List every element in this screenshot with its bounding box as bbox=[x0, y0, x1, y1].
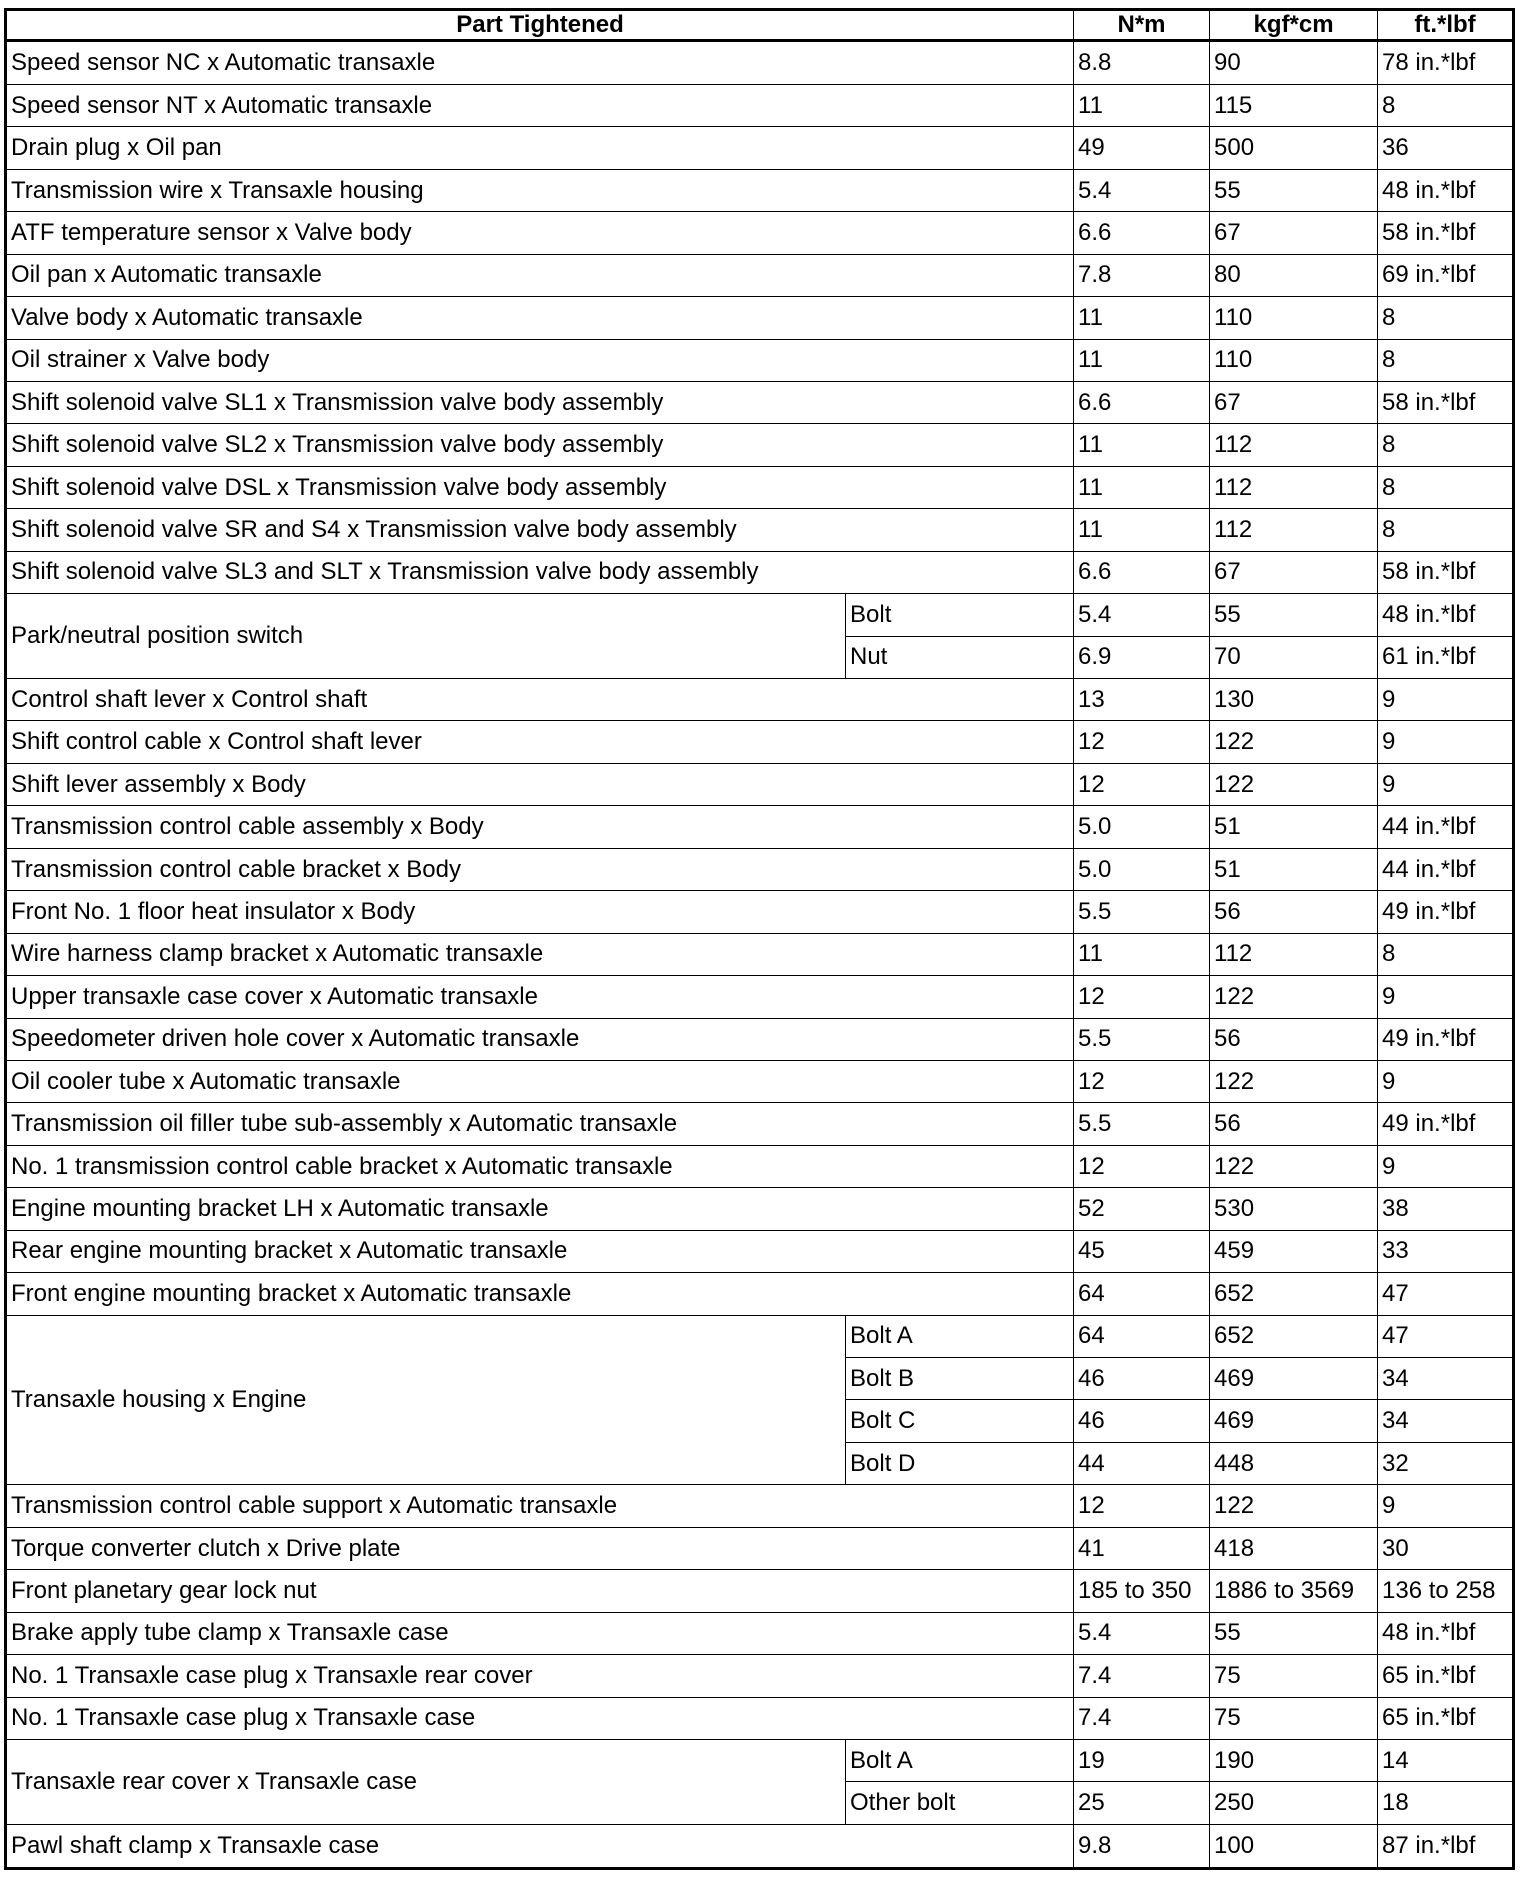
table-row bbox=[6, 466, 1514, 508]
kgf-cm-cell: 122 bbox=[1210, 1145, 1378, 1187]
part-cell: Torque converter clutch x Drive plate bbox=[6, 1527, 1074, 1569]
table-row bbox=[6, 976, 1514, 1018]
nm-cell: 19 bbox=[1074, 1739, 1210, 1781]
ft-lbf-cell: 33 bbox=[1378, 1230, 1514, 1272]
ft-lbf-cell: 48 in.*lbf bbox=[1378, 1612, 1514, 1654]
nm-cell: 6.9 bbox=[1074, 636, 1210, 678]
part-cell: Transmission control cable bracket x Body bbox=[6, 848, 1074, 890]
header-ft-lbf: ft.*lbf bbox=[1378, 10, 1514, 41]
part-cell: ATF temperature sensor x Valve body bbox=[6, 212, 1074, 254]
nm-cell: 12 bbox=[1074, 721, 1210, 763]
table-row bbox=[6, 1824, 1514, 1868]
ft-lbf-cell: 44 in.*lbf bbox=[1378, 848, 1514, 890]
part-cell: Shift solenoid valve DSL x Transmission valve body assembly bbox=[6, 466, 1074, 508]
table-row bbox=[6, 1188, 1514, 1230]
nm-cell: 49 bbox=[1074, 127, 1210, 169]
kgf-cm-cell: 70 bbox=[1210, 636, 1378, 678]
fastener-cell: Bolt B bbox=[846, 1358, 1074, 1400]
ft-lbf-cell: 9 bbox=[1378, 1145, 1514, 1187]
ft-lbf-cell: 8 bbox=[1378, 509, 1514, 551]
ft-lbf-cell: 30 bbox=[1378, 1527, 1514, 1569]
fastener-cell: Bolt bbox=[846, 594, 1074, 636]
kgf-cm-cell: 100 bbox=[1210, 1824, 1378, 1868]
fastener-cell: Bolt D bbox=[846, 1442, 1074, 1484]
ft-lbf-cell: 8 bbox=[1378, 933, 1514, 975]
ft-lbf-cell: 18 bbox=[1378, 1782, 1514, 1824]
ft-lbf-cell: 58 in.*lbf bbox=[1378, 212, 1514, 254]
part-cell: Control shaft lever x Control shaft bbox=[6, 679, 1074, 721]
nm-cell: 185 to 350 bbox=[1074, 1570, 1210, 1612]
nm-cell: 12 bbox=[1074, 1145, 1210, 1187]
part-cell: Oil strainer x Valve body bbox=[6, 339, 1074, 381]
kgf-cm-cell: 652 bbox=[1210, 1315, 1378, 1357]
ft-lbf-cell: 34 bbox=[1378, 1358, 1514, 1400]
nm-cell: 8.8 bbox=[1074, 41, 1210, 85]
ft-lbf-cell: 78 in.*lbf bbox=[1378, 41, 1514, 85]
ft-lbf-cell: 58 in.*lbf bbox=[1378, 551, 1514, 593]
nm-cell: 7.8 bbox=[1074, 254, 1210, 296]
part-cell: Front planetary gear lock nut bbox=[6, 1570, 1074, 1612]
table-row bbox=[6, 339, 1514, 381]
nm-cell: 46 bbox=[1074, 1358, 1210, 1400]
nm-cell: 5.5 bbox=[1074, 1103, 1210, 1145]
nm-cell: 25 bbox=[1074, 1782, 1210, 1824]
kgf-cm-cell: 190 bbox=[1210, 1739, 1378, 1781]
kgf-cm-cell: 67 bbox=[1210, 212, 1378, 254]
table-row bbox=[6, 1273, 1514, 1315]
nm-cell: 12 bbox=[1074, 976, 1210, 1018]
table-row bbox=[6, 1527, 1514, 1569]
ft-lbf-cell: 9 bbox=[1378, 763, 1514, 805]
kgf-cm-cell: 110 bbox=[1210, 339, 1378, 381]
nm-cell: 5.4 bbox=[1074, 594, 1210, 636]
table-row bbox=[6, 679, 1514, 721]
part-cell: Park/neutral position switch bbox=[6, 594, 846, 679]
ft-lbf-cell: 69 in.*lbf bbox=[1378, 254, 1514, 296]
table-row bbox=[6, 1315, 1514, 1357]
ft-lbf-cell: 61 in.*lbf bbox=[1378, 636, 1514, 678]
part-cell: Wire harness clamp bracket x Automatic transaxle bbox=[6, 933, 1074, 975]
ft-lbf-cell: 8 bbox=[1378, 424, 1514, 466]
kgf-cm-cell: 1886 to 3569 bbox=[1210, 1570, 1378, 1612]
nm-cell: 44 bbox=[1074, 1442, 1210, 1484]
table-row bbox=[6, 84, 1514, 126]
part-cell: Oil pan x Automatic transaxle bbox=[6, 254, 1074, 296]
kgf-cm-cell: 112 bbox=[1210, 466, 1378, 508]
table-row bbox=[6, 1060, 1514, 1102]
table-row bbox=[6, 848, 1514, 890]
header-kgf-cm: kgf*cm bbox=[1210, 10, 1378, 41]
ft-lbf-cell: 58 in.*lbf bbox=[1378, 381, 1514, 423]
table-row bbox=[6, 381, 1514, 423]
table-row bbox=[6, 424, 1514, 466]
table-row bbox=[6, 1018, 1514, 1060]
ft-lbf-cell: 32 bbox=[1378, 1442, 1514, 1484]
part-cell: Transaxle rear cover x Transaxle case bbox=[6, 1739, 846, 1824]
part-cell: Brake apply tube clamp x Transaxle case bbox=[6, 1612, 1074, 1654]
part-cell: Engine mounting bracket LH x Automatic transaxle bbox=[6, 1188, 1074, 1230]
part-cell: Transaxle housing x Engine bbox=[6, 1315, 846, 1485]
nm-cell: 7.4 bbox=[1074, 1655, 1210, 1697]
table-row bbox=[6, 1570, 1514, 1612]
part-cell: Shift lever assembly x Body bbox=[6, 763, 1074, 805]
nm-cell: 12 bbox=[1074, 1060, 1210, 1102]
nm-cell: 52 bbox=[1074, 1188, 1210, 1230]
nm-cell: 7.4 bbox=[1074, 1697, 1210, 1739]
ft-lbf-cell: 9 bbox=[1378, 976, 1514, 1018]
table-row bbox=[6, 1103, 1514, 1145]
table-row bbox=[6, 806, 1514, 848]
ft-lbf-cell: 65 in.*lbf bbox=[1378, 1655, 1514, 1697]
part-cell: Speedometer driven hole cover x Automatic transaxle bbox=[6, 1018, 1074, 1060]
kgf-cm-cell: 469 bbox=[1210, 1358, 1378, 1400]
kgf-cm-cell: 418 bbox=[1210, 1527, 1378, 1569]
kgf-cm-cell: 80 bbox=[1210, 254, 1378, 296]
ft-lbf-cell: 49 in.*lbf bbox=[1378, 891, 1514, 933]
ft-lbf-cell: 9 bbox=[1378, 1060, 1514, 1102]
kgf-cm-cell: 448 bbox=[1210, 1442, 1378, 1484]
part-cell: No. 1 Transaxle case plug x Transaxle case bbox=[6, 1697, 1074, 1739]
nm-cell: 5.4 bbox=[1074, 1612, 1210, 1654]
table-row bbox=[6, 127, 1514, 169]
fastener-cell: Nut bbox=[846, 636, 1074, 678]
header-nm: N*m bbox=[1074, 10, 1210, 41]
nm-cell: 11 bbox=[1074, 84, 1210, 126]
kgf-cm-cell: 56 bbox=[1210, 1018, 1378, 1060]
part-cell: Shift control cable x Control shaft lever bbox=[6, 721, 1074, 763]
part-cell: Drain plug x Oil pan bbox=[6, 127, 1074, 169]
table-row bbox=[6, 721, 1514, 763]
fastener-cell: Bolt C bbox=[846, 1400, 1074, 1442]
kgf-cm-cell: 55 bbox=[1210, 594, 1378, 636]
kgf-cm-cell: 459 bbox=[1210, 1230, 1378, 1272]
ft-lbf-cell: 34 bbox=[1378, 1400, 1514, 1442]
ft-lbf-cell: 8 bbox=[1378, 339, 1514, 381]
ft-lbf-cell: 47 bbox=[1378, 1315, 1514, 1357]
kgf-cm-cell: 122 bbox=[1210, 976, 1378, 1018]
kgf-cm-cell: 55 bbox=[1210, 169, 1378, 211]
table-row bbox=[6, 1739, 1514, 1781]
part-cell: Shift solenoid valve SR and S4 x Transmission valve body assembly bbox=[6, 509, 1074, 551]
ft-lbf-cell: 49 in.*lbf bbox=[1378, 1103, 1514, 1145]
part-cell: Shift solenoid valve SL3 and SLT x Transmission valve body assembly bbox=[6, 551, 1074, 593]
part-cell: Oil cooler tube x Automatic transaxle bbox=[6, 1060, 1074, 1102]
part-cell: Front engine mounting bracket x Automatic transaxle bbox=[6, 1273, 1074, 1315]
table-row bbox=[6, 1485, 1514, 1527]
table-row bbox=[6, 551, 1514, 593]
nm-cell: 11 bbox=[1074, 466, 1210, 508]
kgf-cm-cell: 51 bbox=[1210, 848, 1378, 890]
nm-cell: 11 bbox=[1074, 424, 1210, 466]
part-cell: No. 1 Transaxle case plug x Transaxle rear cover bbox=[6, 1655, 1074, 1697]
kgf-cm-cell: 112 bbox=[1210, 933, 1378, 975]
ft-lbf-cell: 136 to 258 bbox=[1378, 1570, 1514, 1612]
header-row bbox=[6, 10, 1514, 41]
kgf-cm-cell: 67 bbox=[1210, 381, 1378, 423]
nm-cell: 5.4 bbox=[1074, 169, 1210, 211]
table-row bbox=[6, 169, 1514, 211]
kgf-cm-cell: 56 bbox=[1210, 891, 1378, 933]
part-cell: Transmission oil filler tube sub-assembly x Automatic transaxle bbox=[6, 1103, 1074, 1145]
kgf-cm-cell: 90 bbox=[1210, 41, 1378, 85]
nm-cell: 5.5 bbox=[1074, 891, 1210, 933]
kgf-cm-cell: 122 bbox=[1210, 1060, 1378, 1102]
ft-lbf-cell: 9 bbox=[1378, 1485, 1514, 1527]
kgf-cm-cell: 250 bbox=[1210, 1782, 1378, 1824]
ft-lbf-cell: 65 in.*lbf bbox=[1378, 1697, 1514, 1739]
nm-cell: 45 bbox=[1074, 1230, 1210, 1272]
table-row bbox=[6, 891, 1514, 933]
table-row bbox=[6, 41, 1514, 85]
kgf-cm-cell: 51 bbox=[1210, 806, 1378, 848]
torque-spec-table bbox=[4, 8, 1515, 1870]
ft-lbf-cell: 48 in.*lbf bbox=[1378, 169, 1514, 211]
table-body bbox=[6, 41, 1514, 1869]
part-cell: Valve body x Automatic transaxle bbox=[6, 297, 1074, 339]
ft-lbf-cell: 87 in.*lbf bbox=[1378, 1824, 1514, 1868]
table-row bbox=[6, 509, 1514, 551]
table-row bbox=[6, 212, 1514, 254]
nm-cell: 5.5 bbox=[1074, 1018, 1210, 1060]
nm-cell: 64 bbox=[1074, 1315, 1210, 1357]
nm-cell: 12 bbox=[1074, 763, 1210, 805]
header-part-tightened: Part Tightened bbox=[6, 10, 1074, 41]
part-cell: No. 1 transmission control cable bracket x Automatic transaxle bbox=[6, 1145, 1074, 1187]
table-row bbox=[6, 297, 1514, 339]
kgf-cm-cell: 115 bbox=[1210, 84, 1378, 126]
part-cell: Shift solenoid valve SL1 x Transmission valve body assembly bbox=[6, 381, 1074, 423]
part-cell: Transmission control cable assembly x Body bbox=[6, 806, 1074, 848]
part-cell: Pawl shaft clamp x Transaxle case bbox=[6, 1824, 1074, 1868]
ft-lbf-cell: 49 in.*lbf bbox=[1378, 1018, 1514, 1060]
table-row bbox=[6, 763, 1514, 805]
nm-cell: 64 bbox=[1074, 1273, 1210, 1315]
part-cell: Shift solenoid valve SL2 x Transmission valve body assembly bbox=[6, 424, 1074, 466]
nm-cell: 13 bbox=[1074, 679, 1210, 721]
nm-cell: 5.0 bbox=[1074, 806, 1210, 848]
nm-cell: 41 bbox=[1074, 1527, 1210, 1569]
kgf-cm-cell: 130 bbox=[1210, 679, 1378, 721]
ft-lbf-cell: 8 bbox=[1378, 297, 1514, 339]
ft-lbf-cell: 38 bbox=[1378, 1188, 1514, 1230]
kgf-cm-cell: 530 bbox=[1210, 1188, 1378, 1230]
nm-cell: 5.0 bbox=[1074, 848, 1210, 890]
ft-lbf-cell: 9 bbox=[1378, 721, 1514, 763]
nm-cell: 46 bbox=[1074, 1400, 1210, 1442]
part-cell: Rear engine mounting bracket x Automatic transaxle bbox=[6, 1230, 1074, 1272]
part-cell: Speed sensor NC x Automatic transaxle bbox=[6, 41, 1074, 85]
kgf-cm-cell: 122 bbox=[1210, 721, 1378, 763]
ft-lbf-cell: 8 bbox=[1378, 84, 1514, 126]
table-row bbox=[6, 1145, 1514, 1187]
table-row bbox=[6, 1697, 1514, 1739]
part-cell: Transmission wire x Transaxle housing bbox=[6, 169, 1074, 211]
nm-cell: 6.6 bbox=[1074, 381, 1210, 423]
nm-cell: 11 bbox=[1074, 339, 1210, 381]
part-cell: Upper transaxle case cover x Automatic transaxle bbox=[6, 976, 1074, 1018]
nm-cell: 9.8 bbox=[1074, 1824, 1210, 1868]
kgf-cm-cell: 75 bbox=[1210, 1697, 1378, 1739]
kgf-cm-cell: 122 bbox=[1210, 1485, 1378, 1527]
ft-lbf-cell: 47 bbox=[1378, 1273, 1514, 1315]
part-cell: Speed sensor NT x Automatic transaxle bbox=[6, 84, 1074, 126]
table-row bbox=[6, 933, 1514, 975]
kgf-cm-cell: 112 bbox=[1210, 424, 1378, 466]
part-cell: Transmission control cable support x Automatic transaxle bbox=[6, 1485, 1074, 1527]
ft-lbf-cell: 48 in.*lbf bbox=[1378, 594, 1514, 636]
kgf-cm-cell: 652 bbox=[1210, 1273, 1378, 1315]
ft-lbf-cell: 36 bbox=[1378, 127, 1514, 169]
ft-lbf-cell: 14 bbox=[1378, 1739, 1514, 1781]
kgf-cm-cell: 67 bbox=[1210, 551, 1378, 593]
kgf-cm-cell: 75 bbox=[1210, 1655, 1378, 1697]
nm-cell: 11 bbox=[1074, 509, 1210, 551]
kgf-cm-cell: 122 bbox=[1210, 763, 1378, 805]
table-row bbox=[6, 1655, 1514, 1697]
table-row bbox=[6, 254, 1514, 296]
kgf-cm-cell: 469 bbox=[1210, 1400, 1378, 1442]
nm-cell: 6.6 bbox=[1074, 212, 1210, 254]
kgf-cm-cell: 112 bbox=[1210, 509, 1378, 551]
nm-cell: 12 bbox=[1074, 1485, 1210, 1527]
part-cell: Front No. 1 floor heat insulator x Body bbox=[6, 891, 1074, 933]
nm-cell: 11 bbox=[1074, 297, 1210, 339]
table-row bbox=[6, 594, 1514, 636]
fastener-cell: Bolt A bbox=[846, 1315, 1074, 1357]
kgf-cm-cell: 500 bbox=[1210, 127, 1378, 169]
table-row bbox=[6, 1230, 1514, 1272]
table-header bbox=[6, 10, 1514, 41]
nm-cell: 11 bbox=[1074, 933, 1210, 975]
ft-lbf-cell: 44 in.*lbf bbox=[1378, 806, 1514, 848]
kgf-cm-cell: 56 bbox=[1210, 1103, 1378, 1145]
fastener-cell: Other bolt bbox=[846, 1782, 1074, 1824]
fastener-cell: Bolt A bbox=[846, 1739, 1074, 1781]
kgf-cm-cell: 55 bbox=[1210, 1612, 1378, 1654]
kgf-cm-cell: 110 bbox=[1210, 297, 1378, 339]
nm-cell: 6.6 bbox=[1074, 551, 1210, 593]
ft-lbf-cell: 8 bbox=[1378, 466, 1514, 508]
ft-lbf-cell: 9 bbox=[1378, 679, 1514, 721]
table-row bbox=[6, 1612, 1514, 1654]
